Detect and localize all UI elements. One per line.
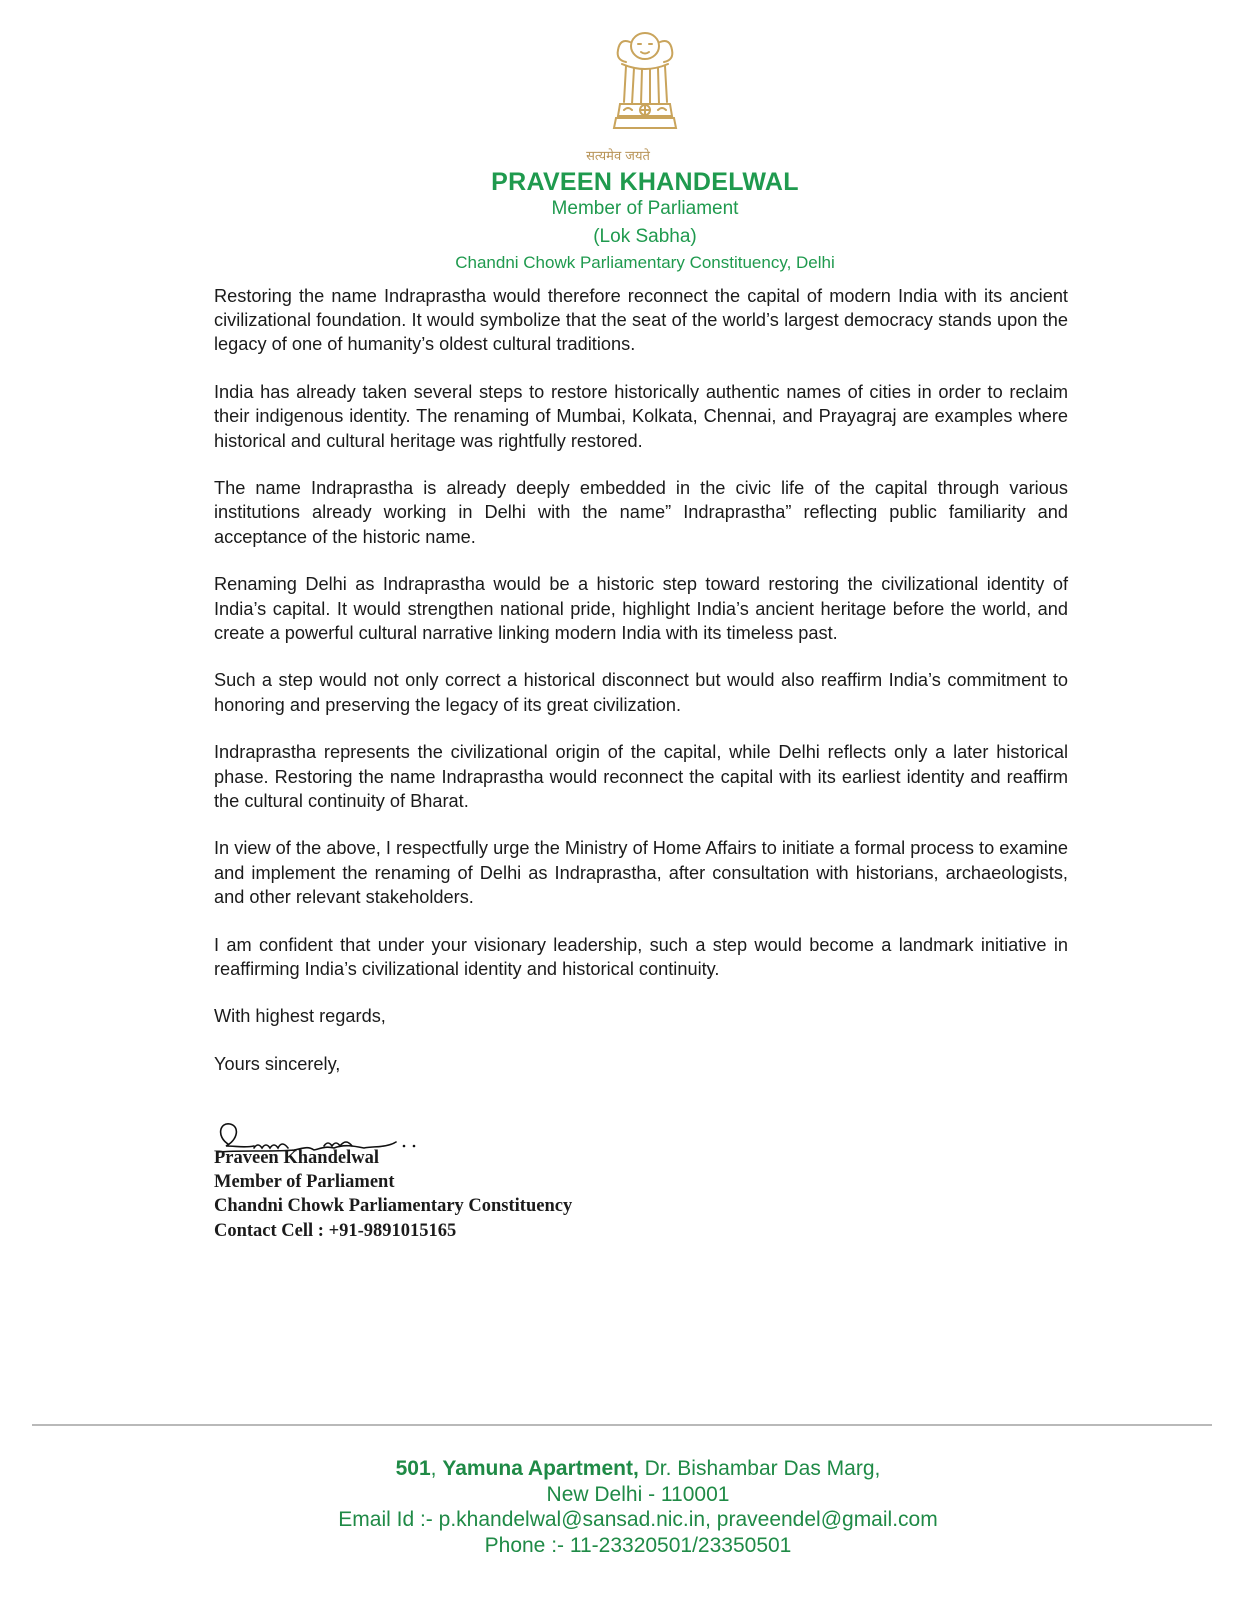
sender-house: (Lok Sabha) <box>593 226 697 247</box>
footer-divider <box>32 1424 1212 1426</box>
footer-address-line <box>0 1456 1236 1482</box>
signatory-title: Member of Parliament <box>214 1172 395 1193</box>
letter-body <box>214 284 1068 1100</box>
regards-line: With highest regards, <box>214 1006 386 1027</box>
letterhead-footer <box>0 1456 1236 1558</box>
sender-constituency: Chandni Chowk Parliamentary Constituency, Delhi <box>455 253 835 272</box>
national-emblem-icon <box>600 24 690 144</box>
signatory-constituency: Chandni Chowk Parliamentary Constituency <box>214 1196 573 1217</box>
signature-block <box>214 1146 572 1243</box>
body-paragraph: Restoring the name Indraprastha would therefore reconnect the capital of modern India with its ancient civilizational foundation. It would symbolize that the seat of the world’s largest democracy stands upon the legacy of one of humanity’s oldest cultural traditions. <box>214 286 1068 355</box>
sender-name-heading: PRAVEEN KHANDELWAL <box>491 168 799 196</box>
footer-email: Email Id :- p.khandelwal@sansad.nic.in, praveendel@gmail.com <box>338 1508 938 1531</box>
address-separator: , <box>430 1457 443 1480</box>
signatory-contact: Contact Cell : +91-9891015165 <box>214 1220 457 1241</box>
body-paragraph: The name Indraprastha is already deeply embedded in the civic life of the capital through various institutions already working in Delhi with the name” Indraprastha” reflecting public familiarity and acceptance of the historic name. <box>214 478 1068 547</box>
signatory-name: Praveen Khandelwal <box>214 1148 379 1168</box>
footer-phone: Phone :- 11-23320501/23350501 <box>484 1533 792 1557</box>
sender-role: Member of Parliament <box>551 198 739 219</box>
address-street: Dr. Bishambar Das Marg, <box>638 1457 881 1480</box>
body-paragraph: Such a step would not only correct a historical disconnect but would also reaffirm India’s commitment to honoring and preserving the legacy of its great civilization. <box>214 670 1068 715</box>
body-paragraph: India has already taken several steps to restore historically authentic names of cities in order to reclaim their indigenous identity. The renaming of Mumbai, Kolkata, Chennai, and Prayagraj are examples where historical and cultural heritage was rightfully restored. <box>214 382 1068 451</box>
body-paragraph: Indraprastha represents the civilizational origin of the capital, while Delhi reflects only a later historical phase. Restoring the name Indraprastha would reconnect the capital with its earliest identity and reaffirm the cultural continuity of Bharat. <box>214 742 1068 811</box>
address-number: 501 <box>395 1457 431 1480</box>
footer-city: New Delhi - 110001 <box>546 1482 730 1506</box>
body-paragraph: Renaming Delhi as Indraprastha would be a historic step toward restoring the civilizational identity of India’s capital. It would strengthen national pride, highlight India’s ancient heritage before the world, and create a powerful cultural narrative linking modern India with its timeless past. <box>214 574 1068 643</box>
emblem-motto: सत्यमेव जयते <box>586 149 650 164</box>
address-building: Yamuna Apartment, <box>442 1457 639 1480</box>
closing-line: Yours sincerely, <box>214 1054 341 1075</box>
body-paragraph: I am confident that under your visionary leadership, such a step would become a landmark initiative in reaffirming India’s civilizational identity and historical continuity. <box>214 934 1068 979</box>
body-paragraph: In view of the above, I respectfully urge the Ministry of Home Affairs to initiate a formal process to examine and implement the renaming of Delhi as Indraprastha, after consultation with historians, archaeologists, and other relevant stakeholders. <box>214 838 1068 907</box>
